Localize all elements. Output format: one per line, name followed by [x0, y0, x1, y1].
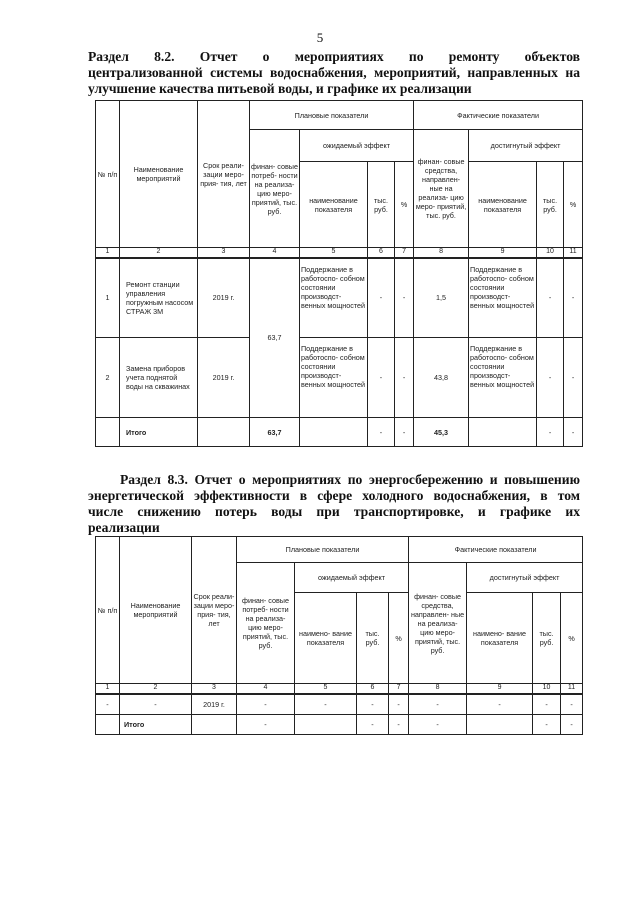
total-num-empty [96, 418, 120, 447]
col-number: 7 [395, 248, 414, 258]
row-fin-plan: - [237, 694, 295, 715]
col-number: 9 [469, 248, 537, 258]
col-number: 8 [409, 684, 467, 694]
section-8-2-title-line-2: централизованной системы водоснабжения, мероприятий, направленных на [88, 65, 580, 80]
total-fin-plan: 63,7 [250, 418, 300, 447]
header-actual: Фактические показатели [409, 537, 583, 563]
header-planned: Плановые показатели [250, 101, 414, 130]
row-expected-indicator: Поддержание в работоспо- собном состоянии производст- венных мощностей [300, 338, 368, 418]
header-achieved: достигнутый эффект [469, 130, 583, 162]
section-8-3-table [95, 536, 583, 735]
col-number: 3 [198, 248, 250, 258]
row-name: Замена приборов учета поднятой воды на скважинах [120, 338, 198, 418]
row-achieved-indicator: Поддержание в работоспо- собном состоянии производст- венных мощностей [469, 338, 537, 418]
row-achieved-thous: - [537, 338, 564, 418]
total-expected-thous: - [368, 418, 395, 447]
total-achieved-thous: - [533, 715, 561, 735]
header-achieved-indicator: наименование показателя [469, 162, 537, 248]
total-fin-actual: 45,3 [414, 418, 469, 447]
page-number: 5 [316, 30, 324, 45]
table-row [96, 338, 583, 418]
row-achieved-indicator: Поддержание в работоспо- собном состоянии производст- венных мощностей [469, 258, 537, 338]
col-number: 1 [96, 248, 120, 258]
row-expected-pct: - [395, 338, 414, 418]
header-expected-pct: % [389, 593, 409, 684]
col-number: 5 [295, 684, 357, 694]
row-expected-pct: - [389, 694, 409, 715]
header-expected-indicator: наименование показателя [300, 162, 368, 248]
section-8-3-title-line-1: Раздел 8.3. Отчет о мероприятиях по энергосбережению и повышению [120, 472, 580, 487]
col-number: 7 [389, 684, 409, 694]
total-achieved-pct: - [564, 418, 583, 447]
total-expected-indicator-empty [300, 418, 368, 447]
row-expected-indicator: Поддержание в работоспо- собном состоянии производст- венных мощностей [300, 258, 368, 338]
total-fin-actual: - [409, 715, 467, 735]
header-fin-actual: финан- совые средства, направлен- ные на реализа- цию меро- приятий, тыс. руб. [414, 130, 469, 248]
section-8-2-title-line-1: Раздел 8.2. Отчет о мероприятиях по ремонту объектов [88, 49, 580, 64]
header-name: Наименование мероприятий [120, 101, 198, 248]
section-8-2-title [88, 49, 580, 97]
total-achieved-indicator-empty [469, 418, 537, 447]
row-term: 2019 г. [198, 338, 250, 418]
total-term-empty [192, 715, 237, 735]
header-achieved-pct: % [564, 162, 583, 248]
total-achieved-thous: - [537, 418, 564, 447]
header-achieved-thous: тыс. руб. [533, 593, 561, 684]
section-8-3-title [88, 472, 580, 536]
header-achieved-indicator: наимено- вание показателя [467, 593, 533, 684]
row-achieved-pct: - [561, 694, 583, 715]
col-number: 3 [192, 684, 237, 694]
col-number: 6 [357, 684, 389, 694]
header-expected-indicator: наимено- вание показателя [295, 593, 357, 684]
header-expected: ожидаемый эффект [295, 563, 409, 593]
section-8-2-title-line-3: улучшение качества питьевой воды, и графике их реализации [88, 81, 472, 96]
total-achieved-pct: - [561, 715, 583, 735]
table-row [96, 694, 583, 715]
header-actual: Фактические показатели [414, 101, 583, 130]
col-number: 11 [564, 248, 583, 258]
total-term-empty [198, 418, 250, 447]
col-number: 8 [414, 248, 469, 258]
header-term: Срок реали- зации меро- прия- тия, лет [192, 537, 237, 684]
col-number: 5 [300, 248, 368, 258]
col-number: 6 [368, 248, 395, 258]
col-number: 11 [561, 684, 583, 694]
header-expected-thous: тыс. руб. [368, 162, 395, 248]
header-achieved-thous: тыс. руб. [537, 162, 564, 248]
header-expected: ожидаемый эффект [300, 130, 414, 162]
header-term: Срок реали- зации меро- прия- тия, лет [198, 101, 250, 248]
section-8-3-title-line-3: числе снижению потерь воды при транспортировке, и графике их [88, 504, 580, 519]
row-fin-actual: - [409, 694, 467, 715]
row-num: 1 [96, 258, 120, 338]
row-term: 2019 г. [192, 694, 237, 715]
total-row [96, 418, 583, 447]
row-name: - [120, 694, 192, 715]
header-fin-plan: финан- совые потреб- ности на реализа- цию меро- приятий, тыс. руб. [237, 563, 295, 684]
section-8-3-title-line-4: реализации [88, 520, 160, 535]
total-label: Итого [120, 418, 198, 447]
total-num-empty [96, 715, 120, 735]
header-expected-thous: тыс. руб. [357, 593, 389, 684]
row-expected-indicator: - [295, 694, 357, 715]
section-8-3-title-line-2: энергетической эффективности в сфере холодного водоснабжения, в том [88, 488, 580, 503]
total-achieved-indicator-empty [467, 715, 533, 735]
header-planned: Плановые показатели [237, 537, 409, 563]
header-fin-actual: финан- совые средства, направлен- ные на реализа- цию меро- приятий, тыс. руб. [409, 563, 467, 684]
header-fin-plan: финан- совые потреб- ности на реализа- цию меро- приятий, тыс. руб. [250, 130, 300, 248]
row-expected-thous: - [368, 338, 395, 418]
row-num: - [96, 694, 120, 715]
row-fin-plan: 63,7 [250, 258, 300, 418]
col-number: 2 [120, 248, 198, 258]
col-number: 4 [237, 684, 295, 694]
col-number: 10 [533, 684, 561, 694]
header-achieved-pct: % [561, 593, 583, 684]
section-8-2-table [95, 100, 583, 447]
row-achieved-pct: - [564, 258, 583, 338]
total-fin-plan: - [237, 715, 295, 735]
col-number: 10 [537, 248, 564, 258]
row-expected-pct: - [395, 258, 414, 338]
col-number: 9 [467, 684, 533, 694]
col-number: 2 [120, 684, 192, 694]
header-expected-pct: % [395, 162, 414, 248]
table-row [96, 258, 583, 338]
header-num: № п/п [96, 537, 120, 684]
row-expected-thous: - [368, 258, 395, 338]
row-name: Ремонт станции управления погружным насосом СТРАЖ 3М [120, 258, 198, 338]
header-num: № п/п [96, 101, 120, 248]
row-achieved-pct: - [564, 338, 583, 418]
row-expected-thous: - [357, 694, 389, 715]
row-fin-actual: 1,5 [414, 258, 469, 338]
row-achieved-indicator: - [467, 694, 533, 715]
header-achieved: достигнутый эффект [467, 563, 583, 593]
header-name: Наименование мероприятий [120, 537, 192, 684]
total-label: Итого [120, 715, 192, 735]
row-fin-actual: 43,8 [414, 338, 469, 418]
total-expected-pct: - [395, 418, 414, 447]
col-number: 1 [96, 684, 120, 694]
row-term: 2019 г. [198, 258, 250, 338]
total-expected-thous: - [357, 715, 389, 735]
total-expected-pct: - [389, 715, 409, 735]
row-achieved-thous: - [533, 694, 561, 715]
row-achieved-thous: - [537, 258, 564, 338]
total-row [96, 715, 583, 735]
total-expected-indicator-empty [295, 715, 357, 735]
col-number: 4 [250, 248, 300, 258]
row-num: 2 [96, 338, 120, 418]
